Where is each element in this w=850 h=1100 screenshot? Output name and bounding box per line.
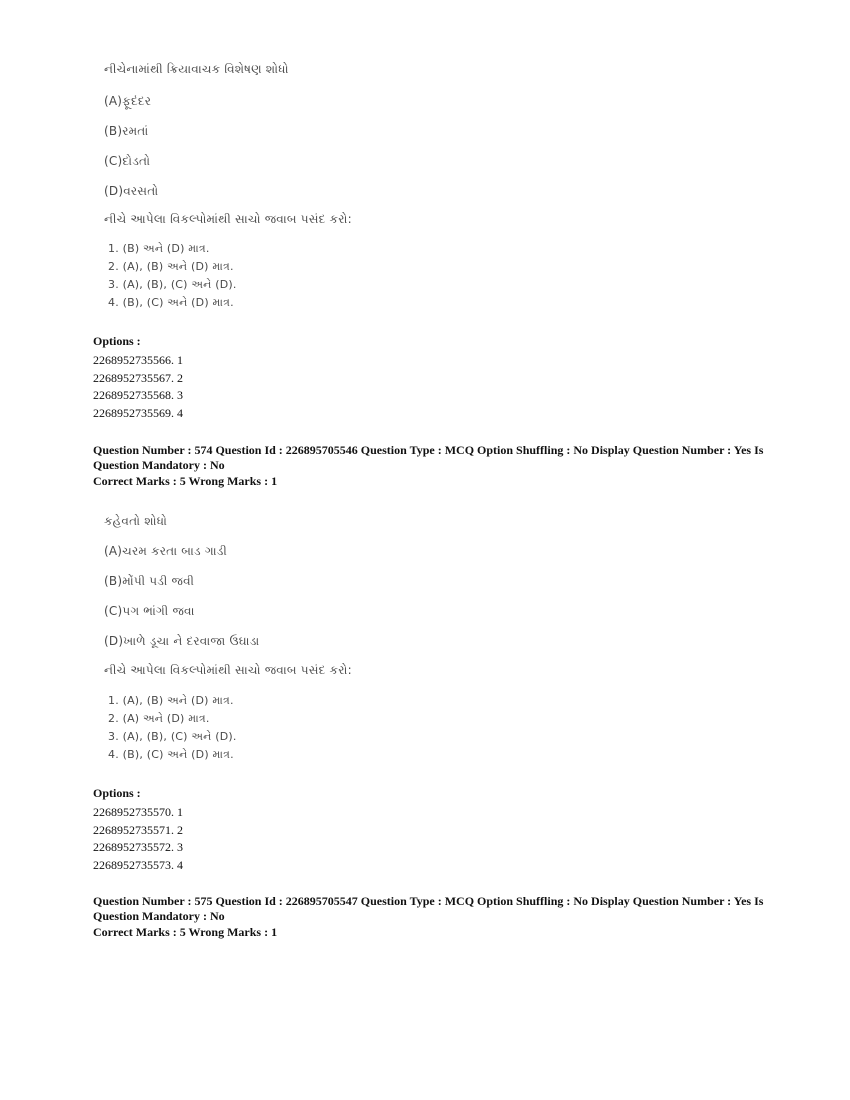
option-line: 2268952735573. 4 <box>93 857 183 872</box>
question-573-item-a: (A)ફૂદંદર <box>104 94 152 108</box>
question-marks-line: Correct Marks : 5 Wrong Marks : 1 <box>93 925 278 939</box>
options-label: Options : <box>93 334 141 348</box>
question-573-choice-4: 4. (B), (C) અને (D) માત્ર. <box>108 296 234 309</box>
question-574-choice-1: 1. (A), (B) અને (D) માત્ર. <box>108 694 234 707</box>
option-line: 2268952735569. 4 <box>93 405 183 420</box>
question-574-stem: કહેવતો શોધો <box>104 514 168 528</box>
question-573-choice-2: 2. (A), (B) અને (D) માત્ર. <box>108 260 234 273</box>
question-574-item-c: (C)પગ ભાંગી જવા <box>104 604 195 618</box>
question-574-instruction: નીચે આપેલા વિકલ્પોમાંથી સાચો જવાબ પસંદ કરો: <box>104 663 352 677</box>
options-574 <box>93 785 183 874</box>
options-573 <box>93 333 183 422</box>
question-573-item-d: (D)વરસતો <box>104 184 159 198</box>
question-574-item-b: (B)મોંપી પડી જવી <box>104 574 195 588</box>
question-573-choice-3: 3. (A), (B), (C) અને (D). <box>108 278 237 291</box>
question-574-choice-3: 3. (A), (B), (C) અને (D). <box>108 730 237 743</box>
question-marks-line: Correct Marks : 5 Wrong Marks : 1 <box>93 474 278 488</box>
question-573-stem: નીચેનામાંથી ક્રિયાવાચક વિશેષણ શોધો <box>104 62 289 76</box>
question-575-meta <box>93 894 773 940</box>
option-line: 2268952735570. 1 <box>93 805 183 819</box>
option-line: 2268952735571. 2 <box>93 822 183 837</box>
question-573-instruction: નીચે આપેલા વિકલ્પોમાંથી સાચો જવાબ પસંદ કરો: <box>104 212 352 226</box>
option-line: 2268952735567. 2 <box>93 370 183 385</box>
option-line: 2268952735568. 3 <box>93 388 183 402</box>
question-574-item-a: (A)ચરમ કરતા બાડ ગાડી <box>104 544 227 558</box>
question-574-item-d: (D)ખાળે ડૂચા ને દરવાજા ઉઘાડા <box>104 634 260 648</box>
question-573-item-c: (C)દોડતો <box>104 154 151 168</box>
question-573-item-b: (B)રમતાં <box>104 124 149 138</box>
option-line: 2268952735572. 3 <box>93 840 183 854</box>
question-574-meta <box>93 443 773 489</box>
question-574-choice-2: 2. (A) અને (D) માત્ર. <box>108 712 210 725</box>
options-label: Options : <box>93 786 141 800</box>
question-574-choice-4: 4. (B), (C) અને (D) માત્ર. <box>108 748 234 761</box>
question-meta-line: Question Number : 575 Question Id : 226895705547 Question Type : MCQ Option Shuffling : No Display Question Number : Yes Is Question Mandatory : No <box>93 894 764 923</box>
option-line: 2268952735566. 1 <box>93 353 183 367</box>
question-meta-line: Question Number : 574 Question Id : 226895705546 Question Type : MCQ Option Shuffling : No Display Question Number : Yes Is Question Mandatory : No <box>93 443 764 472</box>
question-573-choice-1: 1. (B) અને (D) માત્ર. <box>108 242 210 255</box>
